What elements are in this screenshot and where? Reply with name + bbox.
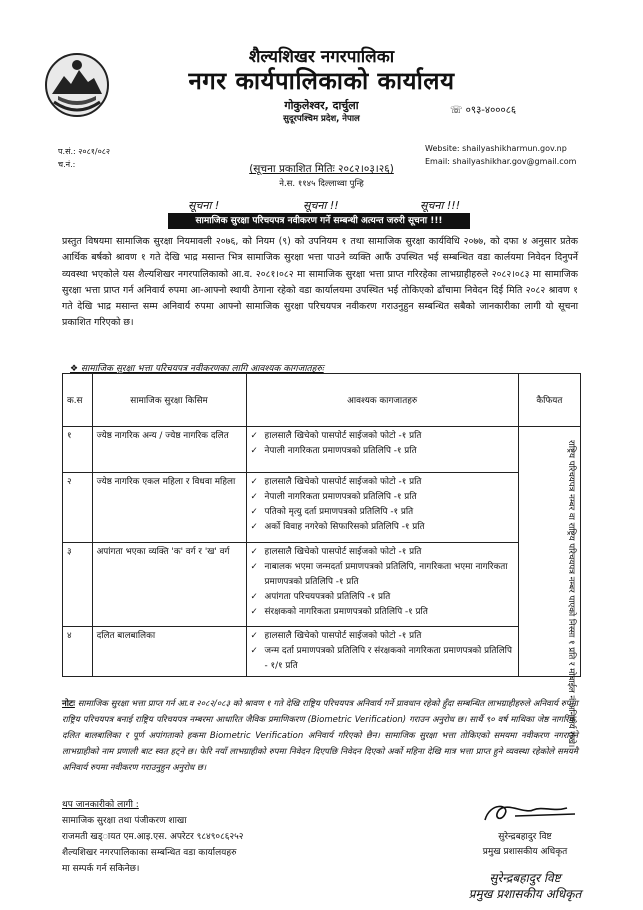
- col-header-remark: कैफियत: [518, 374, 580, 427]
- documents-heading: ❖ सामाजिक सुरक्षा भत्ता परिचयपत्र नवीकरणका लागि आवश्यक कागजातहरुः: [70, 364, 324, 374]
- doc-item: ✓ हालसालै खिचेको पासपोर्ट साईजको फोटो -१ प्रति: [251, 545, 514, 560]
- email-link[interactable]: Email: shailyashikhar.gov@gmail.com: [425, 157, 577, 166]
- stamp-designation: प्रमुख प्रशासकीय अधिकृत: [468, 887, 582, 901]
- table-header-row: [63, 374, 581, 427]
- doc-item: ✓ नाबालक भएमा जन्मदर्ता प्रमाणपत्रको प्रतिलिपि, नागरिकता भएमा नागरिकता प्रमाणपत्रको प्रतिलिपि -१ प्रति: [251, 560, 514, 590]
- office-place: गोकुलेश्वर, दार्चुला: [284, 99, 359, 112]
- stamp-name: सुरेन्द्रबहादुर विष्ट: [489, 871, 561, 885]
- note-label: नोटः: [62, 699, 75, 709]
- municipality-name: शैल्यशिखर नगरपालिका: [248, 47, 395, 67]
- more-info-line: राजमती खड्ायत एम.आइ.एस. अपरेटर ९८४९०८६२५२: [62, 832, 244, 842]
- nepal-sambat-date: ने.स. ११४५ दिल्लाथ्वा पुन्हि: [279, 179, 364, 189]
- doc-item: ✓ हालसालै खिचेको पासपोर्ट साईजको फोटो -१ प्रति: [251, 475, 514, 490]
- sucana-3: सूचना !!!: [420, 199, 461, 212]
- remark-vertical: [533, 440, 577, 748]
- row-sn: ४: [63, 627, 93, 677]
- doc-item: ✓ जन्म दर्ता प्रमाणपत्रको प्रतिलिपि र संरक्षकको नागरिकता प्रमाणपत्रको प्रतिलिपि - १/१ प्रति: [251, 644, 514, 674]
- note-block: [62, 696, 578, 776]
- col-header-category: सामाजिक सुरक्षा किसिम: [92, 374, 246, 427]
- row-category: ज्येष्ठ नागरिक एकल महिला र विधवा महिला: [92, 473, 246, 543]
- row-category: ज्येष्ठ नागरिक अन्य / ज्येष्ठ नागरिक दलित: [92, 427, 246, 473]
- doc-item: ✓ नेपाली नागरिकता प्रमाणपत्रको प्रतिलिपि -१ प्रति: [251, 490, 514, 505]
- row-docs: [246, 543, 518, 627]
- more-info-line: शैल्यशिखर नगरपालिकाका सम्बन्धित वडा कार्यालयहरु: [62, 848, 237, 858]
- note-text: सामाजिक सुरक्षा भत्ता प्राप्त गर्न आ.व २०८२/०८३ को श्रावण १ गते देखि राष्ट्रिय परिचयपत्र अनिवार्य गर्ने प्रावधान रहेको हुँदा सम्बन्धित लाभग्राहीहरुले अनिवार्य रुपमा राष्ट्रिय परिचयपत्र बनाई राष्ट्रिय परिचयपत्र नम्बरमा आधारित जैविक प्रमाणिकरण (Biometric Verification) गराउन अनुरोध छ। सार्थै ९० वर्ष माथिका जेष्ठ नागरिक, दलित बालबालिका र पूर्ण अपांगताको हकमा Biometric Verification अनिवार्य गरिएको छैन। सामाजिक सुरक्षा भत्ता तोकिएको समयमा नवीकरण नगराउने लाभग्राहीको नाम प्रणाली बाट स्वत हट्ने छ। फेरि नयाँ लाभग्राहीको रुपमा निवेदन दिएपछि निवेदन दिएको अर्को महिना देखि मात्र भत्ता प्राप्त हुने व्यवस्था रहेकोले समयमै अनिवार्य रुपमा नवीकरण गराउनुहुन अनुरोध छ।: [62, 699, 578, 773]
- doc-item: ✓ अपांगता परिचयपत्रको प्रतिलिपि -१ प्रति: [251, 590, 514, 605]
- sucana-2: सूचना !!: [303, 199, 339, 212]
- name-stamp: [450, 870, 600, 902]
- row-sn: २: [63, 473, 93, 543]
- more-info-block: [62, 797, 244, 877]
- doc-item: ✓ हालसालै खिचेको पासपोर्ट साईजको फोटो -१ प्रति: [251, 629, 514, 644]
- doc-item: ✓ हालसालै खिचेको पासपोर्ट साईजको फोटो -१ प्रति: [251, 429, 514, 444]
- more-info-line: सामाजिक सुरक्षा तथा पंजीकरण शाखा: [62, 816, 187, 826]
- sucana-1: सूचना !: [188, 199, 220, 212]
- table-row: [63, 473, 581, 543]
- publication-date: (सूचना प्रकाशित मितिः २०८२।०३।२६): [249, 163, 394, 175]
- letter-number: प.सं.: २०८१/०८२: [58, 147, 111, 156]
- website-link[interactable]: Website: shailyashikharmun.gov.np: [425, 144, 567, 153]
- notice-body: प्रस्तुत विषयमा सामाजिक सुरक्षा नियमावली २०७६, को नियम (९) को उपनियम १ तथा सामाजिक सुरक्षा कार्यविधि २०७७, को दफा ४ अनुसार प्रतेक आर्थिक बर्षको श्रावण १ गते देखि भाद्र मसान्त भित्र सामाजिक सुरक्षा भत्ता पाउने व्यक्ति आफैं उपस्थित भई सम्बन्धित वडा कार्लयमा निवेदन दिनुपर्ने व्यवस्था भएकोले यस शैल्यशिखर नगरपालिकाको आ.व. २०८१।०८२ मा सामाजिक सुरक्षा भत्ता प्राप्त गरिरहेका लाभग्राहीहरुले २०८२।०८३ मा सामाजिक सुरक्षा भत्ता प्राप्त गर्न अनिवार्य रुपमा आ-आफ्नो स्थायी ठेगाना रहेको वडा कार्यालयमा उपस्थित भई तोकिएको ढाँचामा निवेदन दिई मिति २०८२ श्रावण १ गते देखि भाद्र मसान्त सम्म अनिवार्य रुपमा आफ्नो सामाजिक सुरक्षा परिचयपत्र नवीकरण गराउनुहुन सम्बन्धित सबैको जानकारीका लागी यो सूचना प्रकाशित गरिएको छ।: [62, 236, 578, 329]
- table-row: [63, 427, 581, 473]
- signatory-name: सुरेन्द्रबहादुर विष्ट: [498, 832, 552, 842]
- doc-item: ✓ संरक्षकको नागरिकता प्रमाणपत्रको प्रतिलिपि -१ प्रति: [251, 605, 514, 620]
- phone-number: ☏ ०९३-४०००८६: [450, 105, 517, 116]
- row-category: अपांगता भएका व्यक्ति 'क' वर्ग र 'ख' वर्ग: [92, 543, 246, 627]
- office-province: सुदूरपश्चिम प्रदेश, नेपाल: [283, 114, 360, 124]
- col-header-docs: आवश्यक कागजातहरु: [246, 374, 518, 427]
- more-info-title: थप जानकारीको लागी :: [62, 800, 139, 810]
- table-row: [63, 543, 581, 627]
- row-docs: [246, 473, 518, 543]
- row-sn: १: [63, 427, 93, 473]
- row-docs: [246, 627, 518, 677]
- more-info-line: मा सम्पर्क गर्न सकिनेछ।: [62, 864, 140, 874]
- dispatch-number: च.नं.:: [58, 160, 76, 169]
- doc-item: ✓ पतिको मृत्यु दर्ता प्रमाणपत्रको प्रतिलिपि -१ प्रति: [251, 505, 514, 520]
- office-name: नगर कार्यपालिकाको कार्यालय: [188, 67, 455, 95]
- handwritten-signature: [455, 800, 605, 826]
- row-docs: [246, 427, 518, 473]
- doc-item: ✓ अर्को विवाह नगरेको सिफारिसको प्रतिलिपि -१ प्रति: [251, 520, 514, 535]
- row-sn: ३: [63, 543, 93, 627]
- remark-text: राष्ट्रिय परिचयपत्र नम्बर वा राष्ट्रिय परिचयपत्र नम्बर पाएको निस्सा १ प्रति र मोबाईल नं अनिवार्य राखे।: [566, 440, 576, 748]
- notice-title: सामाजिक सुरक्षा परिचयपत्र नवीकरण गर्ने सम्बन्धी अत्यन्त जरुरी सूचना !!!: [168, 213, 470, 229]
- doc-item: ✓ नेपाली नागरिकता प्रमाणपत्रको प्रतिलिपि -१ प्रति: [251, 444, 514, 459]
- signatory-block: [440, 830, 610, 860]
- table-row: [63, 627, 581, 677]
- col-header-sn: क.स: [63, 374, 93, 427]
- signatory-designation: प्रमुख प्रशासकीय अधिकृत: [482, 847, 568, 857]
- row-category: दलित बालबालिका: [92, 627, 246, 677]
